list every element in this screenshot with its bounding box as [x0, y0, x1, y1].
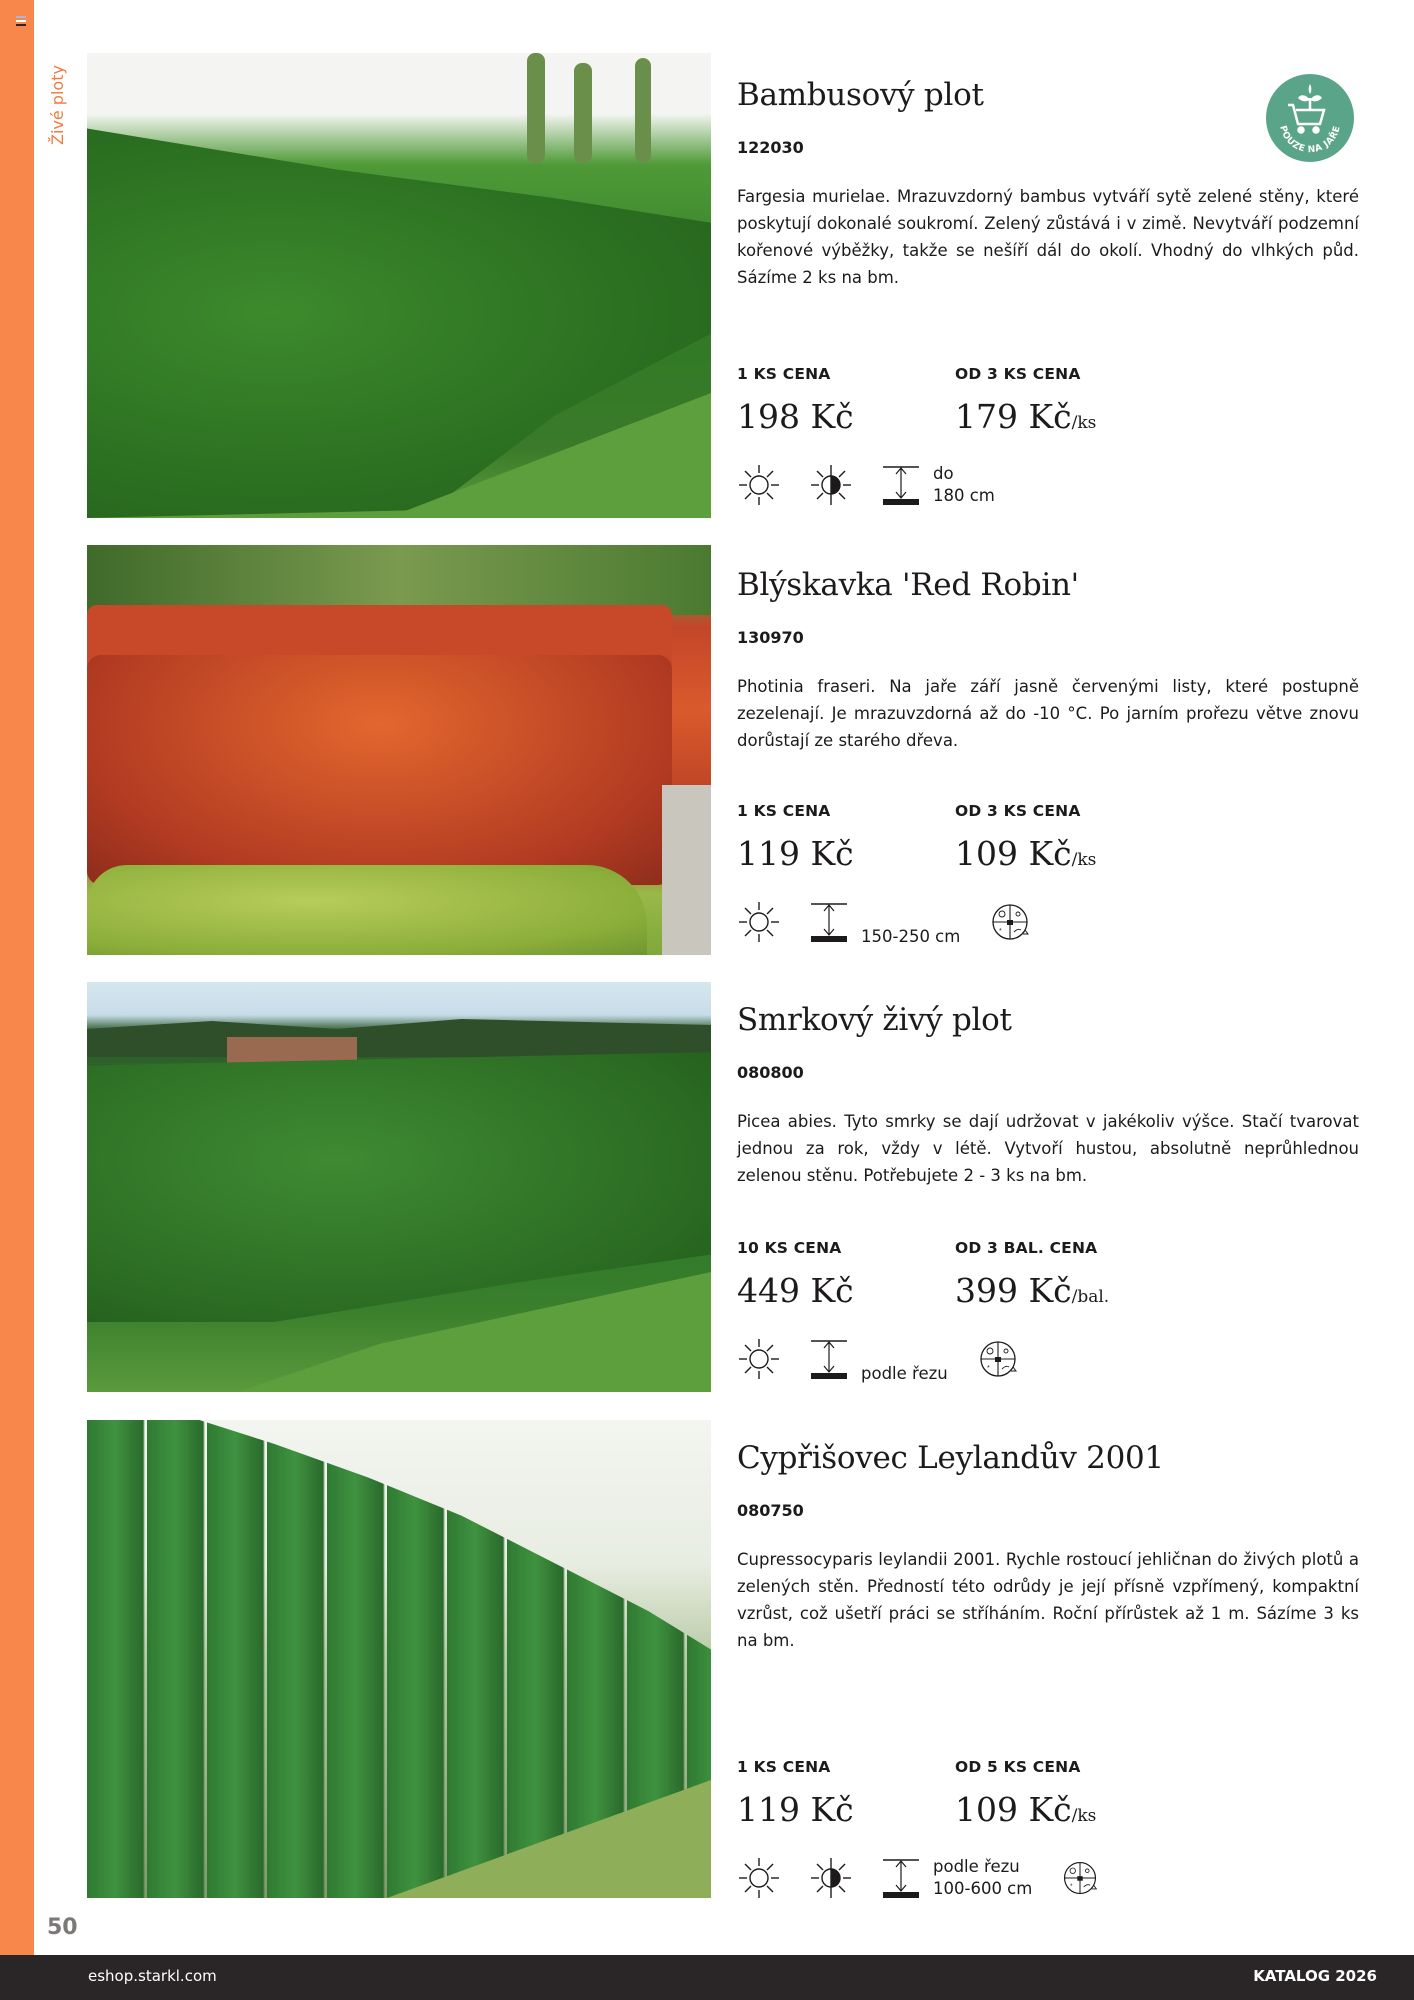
price-label: 10 KS CENA: [737, 1239, 842, 1257]
product-code: 130970: [737, 628, 804, 648]
full-sun-icon: [737, 463, 781, 507]
year-round-planting-icon: [1060, 1858, 1100, 1898]
full-sun-icon: [737, 1337, 781, 1381]
svg-text:POUZE NA JAŘE: POUZE NA JAŘE: [1277, 124, 1343, 156]
product-info: [737, 53, 1359, 505]
product-photo-leyland-cypress: [87, 1420, 711, 1898]
product-code: 080800: [737, 1063, 804, 1083]
height-info: podle řezu 100-600 cm: [881, 1856, 1032, 1900]
care-icons: [737, 900, 1060, 944]
care-icons: [737, 463, 1023, 507]
bulk-price-value: 399 Kč/bal.: [955, 1271, 1110, 1310]
full-sun-icon: [737, 1856, 781, 1900]
product-title: Blýskavka 'Red Robin': [737, 567, 1079, 603]
price-block: [737, 365, 1173, 436]
product-photo-bamboo: [87, 53, 711, 518]
menu-icon: [16, 16, 26, 28]
product-title: Smrkový živý plot: [737, 1002, 1012, 1038]
price-value: 198 Kč: [737, 397, 854, 436]
product-photo-red-robin: [87, 545, 711, 955]
product-info: [737, 1420, 1359, 1898]
price-label: 1 KS CENA: [737, 1758, 831, 1776]
half-shade-icon: [809, 1856, 853, 1900]
bulk-price-label: OD 3 BAL. CENA: [955, 1239, 1098, 1257]
product-description: Picea abies. Tyto smrky se dají udržovat v jakékoliv výšce. Stačí tvarovat jednou za rok, vždy v létě. Vytvoří hustou, absolutně neprůhlednou zelenou stěnu. Potřebujete 2 - 3 ks na bm.: [737, 1112, 1359, 1186]
height-icon: [881, 1856, 921, 1900]
full-sun-icon: [737, 900, 781, 944]
product-code: 122030: [737, 138, 804, 158]
section-color-bar: [0, 0, 34, 1955]
price-block: [737, 1758, 1173, 1829]
height-icon: [881, 463, 921, 507]
product-description: Cupressocyparis leylandii 2001. Rychle rostoucí jehličnan do živých plotů a zelených stěn. Předností této odrůdy je její přísně vzpřímený, kompaktní vzrůst, což ušetří práci se stříháním. Roční přírůstek až 1 m. Sázíme 3 ks na bm.: [737, 1550, 1359, 1651]
height-icon: [809, 1337, 849, 1381]
price-value: 119 Kč: [737, 1790, 854, 1829]
product-description: Fargesia murielae. Mrazuvzdorný bambus vytváří sytě zelené stěny, které poskytují dokonalé soukromí. Zelený zůstává i v zimě. Nevytváří podzemní kořenové výběžky, takže se nešíří dál do okolí. Vhodný do vlhkých půd. Sázíme 2 ks na bm.: [737, 187, 1359, 288]
price-label: 1 KS CENA: [737, 802, 831, 820]
bulk-price-label: OD 3 KS CENA: [955, 365, 1081, 383]
product-info: [737, 545, 1359, 946]
price-value: 449 Kč: [737, 1271, 854, 1310]
year-round-planting-icon: [988, 900, 1032, 944]
half-shade-icon: [809, 463, 853, 507]
footer: [0, 1955, 1414, 2000]
price-block: [737, 1239, 1173, 1310]
height-info: do 180 cm: [881, 463, 995, 507]
product-title: Cypřišovec Leylandův 2001: [737, 1440, 1164, 1476]
year-round-planting-icon: [976, 1337, 1020, 1381]
price-block: [737, 802, 1173, 873]
height-info: 150-250 cm: [809, 900, 960, 944]
bulk-price-label: OD 3 KS CENA: [955, 802, 1081, 820]
eshop-link[interactable]: eshop.starkl.com: [88, 1967, 217, 1985]
price-label: 1 KS CENA: [737, 365, 831, 383]
page-number: 50: [47, 1915, 78, 1940]
product-code: 080750: [737, 1501, 804, 1521]
product-description: Photinia fraseri. Na jaře září jasně červenými listy, které postupně zezelenají. Je mrazuvzdorná až do -10 °C. Po jarním prořezu větve znovu dorůstají ze starého dřeva.: [737, 677, 1359, 751]
product-info: [737, 982, 1359, 1383]
bulk-price-value: 179 Kč/ks: [955, 397, 1097, 436]
care-icons: [737, 1337, 1048, 1381]
height-icon: [809, 900, 849, 944]
care-icons: [737, 1856, 1128, 1900]
section-label: Živé ploty: [48, 65, 67, 145]
bulk-price-value: 109 Kč/ks: [955, 834, 1097, 873]
bulk-price-label: OD 5 KS CENA: [955, 1758, 1081, 1776]
product-photo-spruce: [87, 982, 711, 1392]
height-info: podle řezu: [809, 1337, 948, 1381]
product-title: Bambusový plot: [737, 77, 984, 113]
bulk-price-value: 109 Kč/ks: [955, 1790, 1097, 1829]
catalog-label: KATALOG 2026: [1253, 1967, 1377, 1985]
price-value: 119 Kč: [737, 834, 854, 873]
